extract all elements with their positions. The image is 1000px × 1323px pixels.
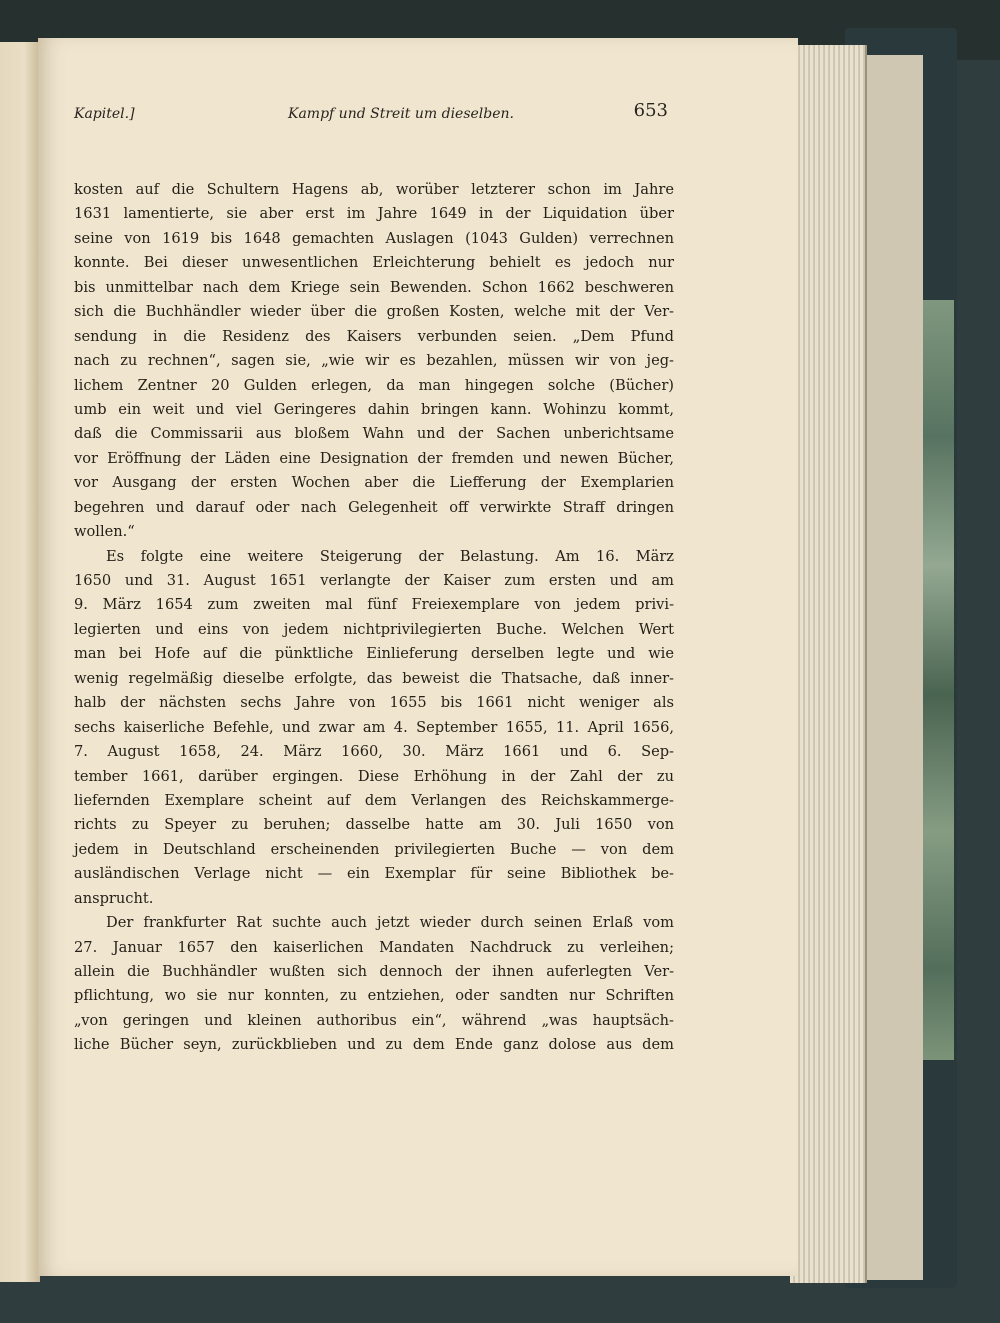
text-line: allein die Buchhändler wußten sich dennoch der ihnen auferlegten Ver-: [74, 963, 674, 980]
text-line: tember 1661, darüber ergingen. Diese Erhöhung in der Zahl der zu: [74, 767, 674, 785]
page-number: 653: [633, 100, 668, 121]
text-line: daß die Commissarii aus bloßem Wahn und der Sachen unberichtsame: [74, 425, 674, 443]
text-line: umb ein weit und viel Geringeres dahin bringen kann. Wohinzu kommt,: [74, 400, 674, 418]
running-header: [74, 98, 668, 128]
page-block-edges: [790, 45, 867, 1283]
body-text: [74, 178, 674, 1058]
page-block-outer: [862, 55, 923, 1280]
text-line: liefernden Exemplare scheint auf dem Verlangen des Reichskammerge-: [74, 791, 674, 809]
text-line: bis unmittelbar nach dem Kriege sein Bewenden. Schon 1662 beschweren: [74, 278, 674, 296]
text-line: liche Bücher seyn, zurückblieben und zu dem Ende ganz dolose aus dem: [74, 1036, 674, 1054]
text-line: Es folgte eine weitere Steigerung der Belastung. Am 16. März: [106, 547, 674, 565]
text-line: richts zu Speyer zu beruhen; dasselbe hatte am 30. Juli 1650 von: [74, 816, 674, 834]
text-line: konnte. Bei dieser unwesentlichen Erleichterung behielt es jedoch nur: [74, 254, 674, 272]
text-line: nach zu rechnen“, sagen sie, „wie wir es bezahlen, müssen wir von jeg-: [74, 352, 674, 370]
text-line: man bei Hofe auf die pünktliche Einlieferung derselben legte und wie: [74, 645, 674, 663]
text-line: vor Eröffnung der Läden eine Designation der fremden und newen Bücher,: [74, 449, 674, 467]
text-line: wenig regelmäßig dieselbe erfolgte, das beweist die Thatsache, daß inner-: [74, 669, 674, 687]
text-line: 9. März 1654 zum zweiten mal fünf Freiexemplare von jedem privi-: [74, 596, 674, 614]
text-line: lichem Zentner 20 Gulden erlegen, da man hingegen solche (Bücher): [74, 376, 674, 394]
text-line: jedem in Deutschland erscheinenden privilegierten Buche — von dem: [74, 840, 674, 858]
text-line: begehren und darauf oder nach Gelegenheit off verwirkte Straff dringen: [74, 498, 674, 516]
header-chapter: Kapitel.]: [74, 106, 135, 122]
text-line: seine von 1619 bis 1648 gemachten Auslagen (1043 Gulden) verrechnen: [74, 229, 674, 247]
text-line: „von geringen und kleinen authoribus ein“, während „was hauptsäch-: [74, 1011, 674, 1029]
text-line: 1631 lamentierte, sie aber erst im Jahre 1649 in der Liquidation über: [74, 205, 674, 223]
header-title: Kampf und Streit um dieselben.: [288, 106, 514, 122]
text-line: sechs kaiserliche Befehle, und zwar am 4. September 1655, 11. April 1656,: [74, 718, 674, 736]
text-line: vor Ausgang der ersten Wochen aber die Liefferung der Exemplarien: [74, 474, 674, 492]
text-line: 7. August 1658, 24. März 1660, 30. März 1661 und 6. Sep-: [74, 743, 674, 761]
text-line: wollen.“: [74, 523, 135, 541]
text-line: ausländischen Verlage nicht — ein Exemplar für seine Bibliothek be-: [74, 865, 674, 883]
text-line: sich die Buchhändler wieder über die großen Kosten, welche mit der Ver-: [74, 303, 674, 321]
text-line: kosten auf die Schultern Hagens ab, worüber letzterer schon im Jahre: [74, 181, 674, 198]
text-line: halb der nächsten sechs Jahre von 1655 bis 1661 nicht weniger als: [74, 694, 674, 712]
text-line: 1650 und 31. August 1651 verlangte der Kaiser zum ersten und am: [74, 572, 674, 589]
text-line: legierten und eins von jedem nichtprivilegierten Buche. Welchen Wert: [74, 620, 674, 638]
text-line: ansprucht.: [74, 889, 154, 907]
text-line: Der frankfurter Rat suchte auch jetzt wieder durch seinen Erlaß vom: [106, 914, 674, 932]
left-page-sliver: [0, 42, 40, 1282]
marbled-edge: [918, 300, 954, 1060]
text-line: 27. Januar 1657 den kaiserlichen Mandaten Nachdruck zu verleihen;: [74, 938, 674, 956]
text-line: sendung in die Residenz des Kaisers verbunden seien. „Dem Pfund: [74, 327, 674, 345]
text-line: pflichtung, wo sie nur konnten, zu entziehen, oder sandten nur Schriften: [74, 987, 674, 1005]
